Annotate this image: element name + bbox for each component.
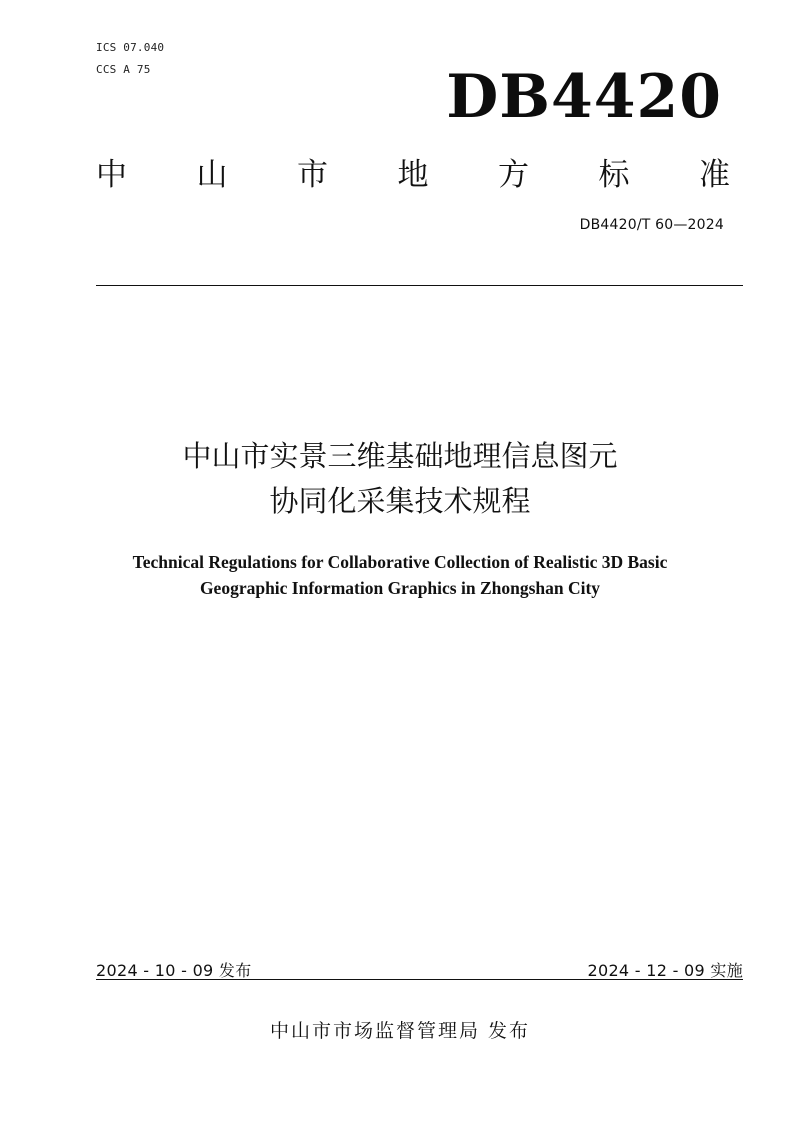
publisher: 中山市市场监督管理局 发布 bbox=[269, 1020, 531, 1042]
standard-category bbox=[96, 152, 730, 198]
title-chinese bbox=[0, 434, 800, 524]
category-char: 标 bbox=[598, 157, 630, 193]
standard-logo: DB4420 bbox=[446, 62, 722, 132]
title-chinese-line: 中山市实景三维基础地理信息图元 bbox=[182, 439, 618, 473]
ccs-code: CCS A 75 bbox=[96, 63, 151, 76]
title-english-line: Geographic Information Graphics in Zhongshan City bbox=[199, 578, 601, 598]
issue-date: 2024 - 10 - 09 发布 bbox=[96, 961, 252, 980]
title-chinese-line: 协同化采集技术规程 bbox=[269, 484, 531, 518]
category-char: 地 bbox=[397, 157, 429, 193]
implementation-date: 2024 - 12 - 09 实施 bbox=[587, 961, 743, 980]
standard-number: DB4420/T 60—2024 bbox=[579, 217, 724, 233]
category-char: 准 bbox=[699, 157, 730, 193]
title-english bbox=[0, 549, 800, 601]
header-divider bbox=[96, 285, 743, 286]
title-english-line: Technical Regulations for Collaborative Collection of Realistic 3D Basic bbox=[132, 552, 668, 572]
category-char: 中 bbox=[96, 157, 127, 193]
category-char: 山 bbox=[196, 157, 228, 193]
category-char: 市 bbox=[297, 157, 328, 193]
category-char: 方 bbox=[498, 157, 529, 193]
footer-divider bbox=[96, 979, 743, 980]
ics-code: ICS 07.040 bbox=[96, 41, 165, 54]
